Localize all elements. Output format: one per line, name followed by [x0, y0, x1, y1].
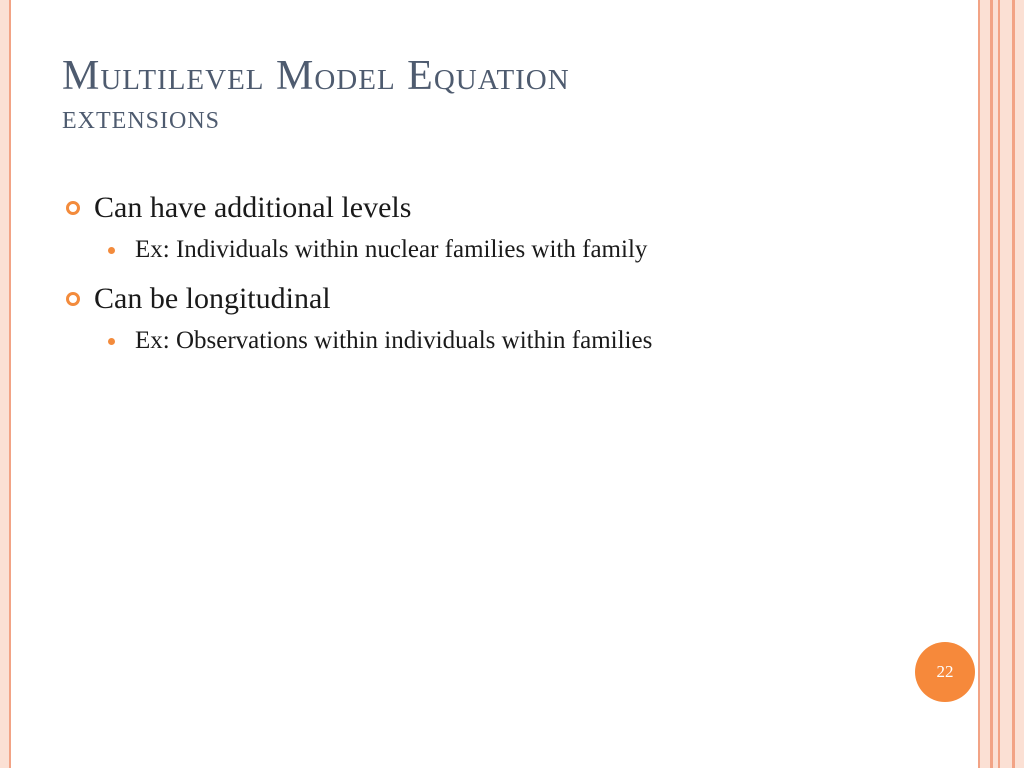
right-border-stripe: [1000, 0, 1012, 768]
bullet-list: [64, 190, 964, 372]
sub-bullet-item: [64, 326, 964, 356]
sub-bullet-text: Ex: Observations within individuals within families: [135, 327, 653, 354]
right-border-stripe: [980, 0, 990, 768]
bullet-item: [64, 190, 964, 226]
dot-bullet-icon: [108, 247, 115, 254]
dot-bullet-icon: [108, 338, 115, 345]
sub-bullet-text: Ex: Individuals within nuclear families with family: [135, 236, 648, 263]
slide-title-line-2: extensions: [62, 99, 220, 136]
page-number-badge: [915, 642, 975, 702]
slide-title-line-1: Multilevel Model Equation: [62, 53, 570, 99]
ring-bullet-icon: [66, 201, 80, 215]
page-number: 22: [936, 662, 954, 681]
bullet-item: [64, 281, 964, 317]
bullet-text: Can have additional levels: [94, 191, 412, 224]
left-border-fill: [0, 0, 9, 768]
right-border-stripe: [1015, 0, 1024, 768]
slide-title: [62, 54, 942, 138]
ring-bullet-icon: [66, 292, 80, 306]
sub-bullet-item: [64, 235, 964, 265]
left-border-line: [9, 0, 11, 768]
bullet-text: Can be longitudinal: [94, 282, 331, 315]
